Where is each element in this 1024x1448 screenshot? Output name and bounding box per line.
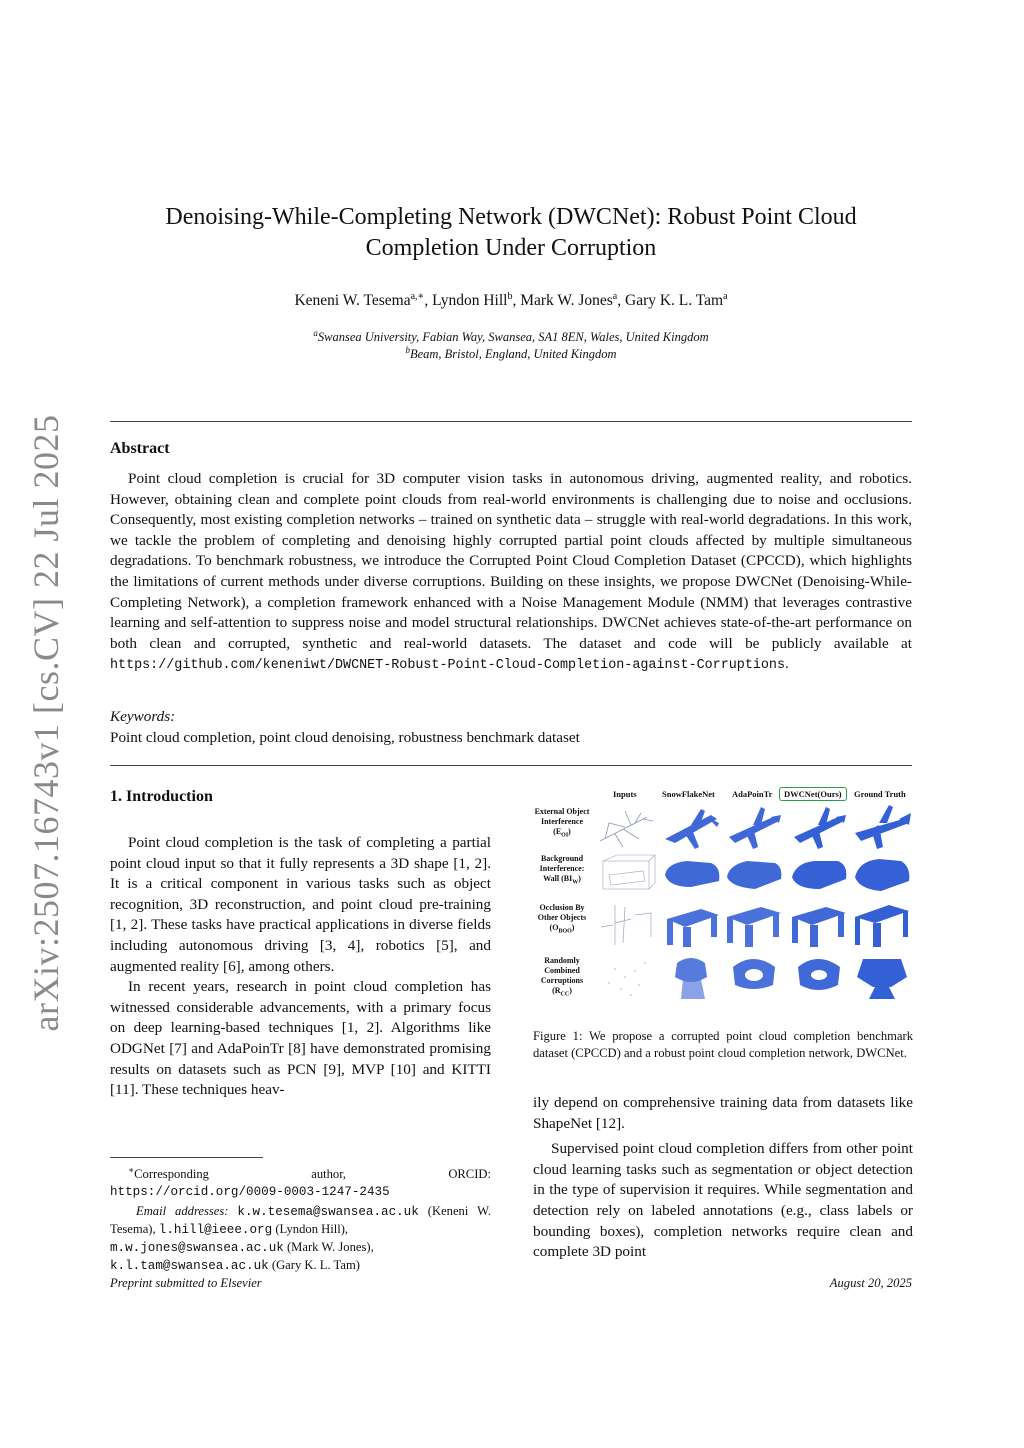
snowflakenet-lamp-image	[661, 949, 723, 1005]
adapointr-desk-image	[723, 897, 785, 949]
footnote-corr-text: Corresponding author, ORCID:	[134, 1167, 491, 1182]
orcid-link[interactable]: https://orcid.org/0009-0003-1247-2435	[110, 1185, 390, 1200]
arxiv-identifier: arXiv:2507.16743v1 [cs.CV] 22 Jul 2025	[26, 414, 66, 1032]
row-label-external-object-interference: External Object Interference $(E_{OI})$	[534, 807, 590, 839]
adapointr-airplane-image	[723, 803, 785, 851]
column-header-adapointr: AdaPoinTr	[732, 789, 773, 799]
snowflakenet-airplane-image	[661, 803, 723, 851]
dwcnet-lamp-image	[788, 949, 850, 1005]
paper-title	[110, 202, 912, 264]
footnote-mark: ∗	[128, 1165, 135, 1175]
ground-truth-car-image	[851, 853, 913, 897]
snowflakenet-desk-image	[661, 897, 723, 949]
figure-1-caption: Figure 1: We propose a corrupted point cloud completion benchmark dataset (CPCCD) and a robust point cloud completion network, DWCNet.	[533, 1029, 913, 1060]
abstract-body	[110, 469, 912, 677]
snowflakenet-car-image	[661, 853, 723, 897]
code-url-link[interactable]: https://github.com/keneniwt/DWCNET-Robust-Point-Cloud-Completion-against-Corruptions	[110, 658, 785, 674]
author-name: Mark W. Jones	[520, 292, 613, 310]
author-name: Lyndon Hill	[432, 292, 508, 310]
author-list: Keneni W. Tesema$^{a,∗}$, Lyndon Hill$^b$, Mark W. Jones$^a$, Gary K. L. Tam$^a$	[294, 291, 728, 310]
email-owner: (Mark W. Jones),	[286, 1240, 374, 1255]
author-name: Gary K. L. Tam	[625, 292, 724, 310]
row-label-background-interference: Background Interference: Wall $(BI_W)$	[539, 854, 585, 886]
row-label-occlusion: Occlusion By Other Objects $(O_{BOO})$	[537, 903, 587, 935]
dwcnet-desk-image	[788, 897, 850, 949]
keywords-text: Point cloud completion, point cloud denoising, robustness benchmark dataset	[110, 729, 580, 746]
dwcnet-car-image	[788, 853, 850, 897]
column-header-ground-truth: Ground Truth	[854, 789, 906, 799]
footnote-rule	[110, 1157, 263, 1158]
author-affil-mark: a,∗	[410, 291, 425, 302]
ground-truth-desk-image	[851, 897, 913, 949]
divider	[110, 765, 912, 766]
email-link[interactable]: k.l.tam@swansea.ac.uk	[110, 1259, 269, 1274]
email-owner: (Keneni W. Tesema),	[110, 1204, 491, 1237]
intro-left-column	[110, 833, 491, 1101]
affil-text: Beam, Bristol, England, United Kingdom	[409, 347, 617, 362]
section-heading-introduction: 1. Introduction	[110, 788, 213, 805]
footnote	[110, 1162, 491, 1275]
intro-right-column	[533, 1093, 913, 1263]
figure-1	[533, 785, 913, 1007]
abstract-heading: Abstract	[110, 440, 170, 457]
email-link[interactable]: l.hill@ieee.org	[158, 1223, 273, 1238]
input-airplane-image	[595, 803, 657, 851]
intro-paragraph-1: Point cloud completion is the task of completing a partial point cloud input so that it fully represents a 3D shape [1, 2]. It is a critical component in various tasks such as object recognition, 3D reconstruction, and point cloud pre-training [1, 2]. These tasks have practical applications in diverse fields including autonomous driving [3, 4], robotics [5], and augmented reality [6], among others.	[110, 834, 491, 975]
input-desk-image	[595, 897, 657, 949]
ground-truth-lamp-image	[851, 949, 913, 1005]
affiliation-b	[110, 345, 912, 362]
keywords-label: Keywords:	[110, 708, 176, 725]
abstract-end: .	[785, 655, 789, 673]
adapointr-lamp-image	[723, 949, 785, 1005]
email-owner: (Lyndon Hill),	[275, 1222, 349, 1237]
row-label-random-corruptions: Randomly Combined Corruptions $(R_{CC})$	[540, 956, 584, 998]
title-line-2: Completion Under Corruption	[365, 235, 657, 261]
abstract-text: Point cloud completion is crucial for 3D computer vision tasks in autonomous driving, augmented reality, and robotics. However, obtaining clean and complete point clouds from real-world environments is challenging due to noise and occlusions. Consequently, most existing completion networks – trained on synthetic data – struggle with real-world degradations. In this work, we tackle the problem of completing and denoising highly corrupted partial point clouds affected by multiple simultaneous degradations. To benchmark robustness, we introduce the Corrupted Point Cloud Completion Dataset (CPCCD), which highlights the limitations of current methods under diverse corruptions. Building on these insights, we propose DWCNet (Denoising-While-Completing Network), a completion framework enhanced with a Noise Management Module (NMM) that leverages contrastive learning and self-attention to suppress noise and model structural relationships. DWCNet achieves state-of-the-art performance on both clean and corrupted, synthetic and real-world datasets. The dataset and code will be publicly available at	[110, 470, 912, 652]
affil-text: Swansea University, Fabian Way, Swansea, SA1 8EN, Wales, United Kingdom	[317, 330, 709, 345]
affil-mark: b	[405, 345, 410, 355]
title-line-1: Denoising-While-Completing Network (DWCNet): Robust Point Cloud	[165, 204, 857, 230]
intro-paragraph-3-continued: ily depend on comprehensive training data from datasets like ShapeNet [12].	[533, 1094, 913, 1132]
email-link[interactable]: k.w.tesema@swansea.ac.uk	[237, 1205, 419, 1220]
intro-paragraph-2: In recent years, research in point cloud completion has witnessed considerable advancements, with a primary focus on deep learning-based techniques [1, 2]. Algorithms like ODGNet [7] and AdaPoinTr [8] have demonstrated promising results on datasets such as PCN [9], MVP [10] and KITTI [11]. These techniques heav-	[110, 978, 491, 1099]
adapointr-car-image	[723, 853, 785, 897]
column-header-snowflakenet: SnowFlakeNet	[662, 789, 715, 799]
input-car-image	[595, 853, 657, 897]
email-link[interactable]: m.w.jones@swansea.ac.uk	[110, 1241, 284, 1256]
email-owner: (Gary K. L. Tam)	[271, 1258, 360, 1273]
footer-preprint-note: Preprint submitted to Elsevier	[110, 1276, 262, 1290]
author-affil-mark: a	[723, 291, 728, 302]
email-label: Email addresses:	[136, 1204, 229, 1219]
author-affil-mark: b	[507, 291, 513, 302]
ground-truth-airplane-image	[851, 803, 913, 851]
affiliation-a	[110, 328, 912, 345]
affil-mark: a	[313, 328, 318, 338]
divider	[110, 421, 912, 422]
column-header-inputs: Inputs	[613, 789, 637, 799]
input-lamp-image	[595, 949, 657, 1005]
dwcnet-airplane-image	[788, 803, 850, 851]
column-header-dwcnet-highlighted: DWCNet(Ours)	[779, 787, 847, 801]
author-affil-mark: a	[612, 291, 618, 302]
intro-paragraph-4: Supervised point cloud completion differs from other point cloud learning tasks such as segmentation or object detection in the type of supervision it requires. While segmentation and detection rely on labeled annotations (e.g., class labels or bounding boxes), completion networks require clean and complete 3D point	[533, 1140, 913, 1261]
author-name: Keneni W. Tesema	[294, 292, 411, 310]
footer-date: August 20, 2025	[829, 1276, 912, 1290]
